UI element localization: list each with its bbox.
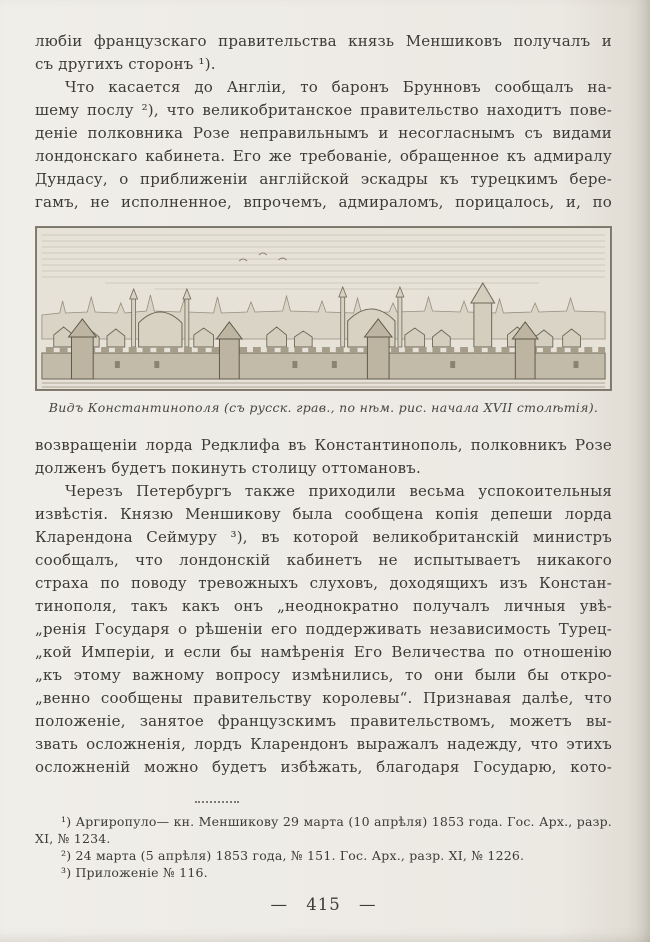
text-line: возвращеніи лорда Редклифа въ Константинополь, полковникъ Розе: [35, 436, 612, 454]
text-line: Черезъ Петербургъ также приходили весьма успокоительныя: [65, 482, 612, 500]
engraving-art: [36, 227, 611, 390]
text-line: гамъ, не исполненное, впрочемъ, адмираломъ, порицалось, и, по: [35, 193, 612, 211]
paragraph-after-image: [35, 434, 612, 480]
text-line: „кой Имперіи, и если бы намѣренія Его Величества по отношенію: [35, 643, 612, 661]
text-line: шему послу ²), что великобританское правительство находитъ пове-: [35, 101, 612, 119]
text-line: „венно сообщены правительству королевы“. Признавая далѣе, что: [35, 689, 612, 707]
engraving-caption: Видъ Константинополя (съ русск. грав., по нѣм. рис. начала XVII столѣтія).: [48, 400, 599, 415]
text-line: Кларендона Сеймуру ³), въ которой великобританскій министръ: [35, 528, 612, 546]
text-line: деніе полковника Розе неправильнымъ и несогласнымъ съ видами: [35, 124, 612, 142]
text-line: страха по поводу тревожныхъ слуховъ, доходящихъ изъ Констан-: [35, 574, 612, 592]
footnote-separator: [195, 801, 239, 803]
text-line: „къ этому важному вопросу измѣнились, то они были бы откро-: [35, 666, 612, 684]
text-line: долженъ будетъ покинуть столицу оттомановъ.: [35, 459, 421, 477]
paragraph-petersburg: [35, 480, 612, 779]
page-number: — 415 —: [270, 895, 377, 914]
text-line: извѣстія. Князю Меншикову была сообщена копія депеши лорда: [35, 505, 612, 523]
text-line: лондонскаго кабинета. Его же требованіе, обращенное къ адмиралу: [35, 147, 612, 165]
text-line: сообщалъ, что лондонскій кабинетъ не испытываетъ никакого: [35, 551, 612, 569]
paragraph-england: [35, 76, 612, 214]
footnotes-block: [35, 813, 612, 881]
text-line: тинополя, такъ какъ онъ „неоднократно получалъ личныя увѣ-: [35, 597, 612, 615]
text-line: „ренія Государя о рѣшеніи его поддерживать независимость Турец-: [35, 620, 612, 638]
text-line: съ другихъ сторонъ ¹).: [35, 55, 216, 73]
constantinople-figure: [35, 226, 612, 416]
footnote-2: ²) 24 марта (5 апрѣля) 1853 года, № 151. Гос. Арх., разр. XI, № 1226.: [61, 848, 525, 863]
text-line: звать осложненія, лордъ Кларендонъ выражалъ надежду, что этихъ: [35, 735, 612, 753]
paragraph-continuation-top: [35, 30, 612, 76]
text-line: осложненій можно будетъ избѣжать, благодаря Государю, кото-: [35, 758, 612, 776]
footnote-3: ³) Приложеніе № 116.: [61, 865, 208, 880]
text-line: положеніе, занятое французскимъ правительствомъ, можетъ вы-: [35, 712, 612, 730]
constantinople-engraving-image: [35, 226, 612, 391]
text-line: Что касается до Англіи, то баронъ Брунновъ сообщалъ на-: [65, 78, 612, 96]
footnote-1: ¹) Аргиропуло— кн. Меншикову 29 марта (10 апрѣля) 1853 года. Гос. Арх., разр. XI, № 1234.: [35, 814, 612, 846]
text-line: любіи французскаго правительства князь Меншиковъ получалъ и: [35, 32, 612, 50]
text-line: Дундасу, о приближеніи англійской эскадры къ турецкимъ бере-: [35, 170, 612, 188]
